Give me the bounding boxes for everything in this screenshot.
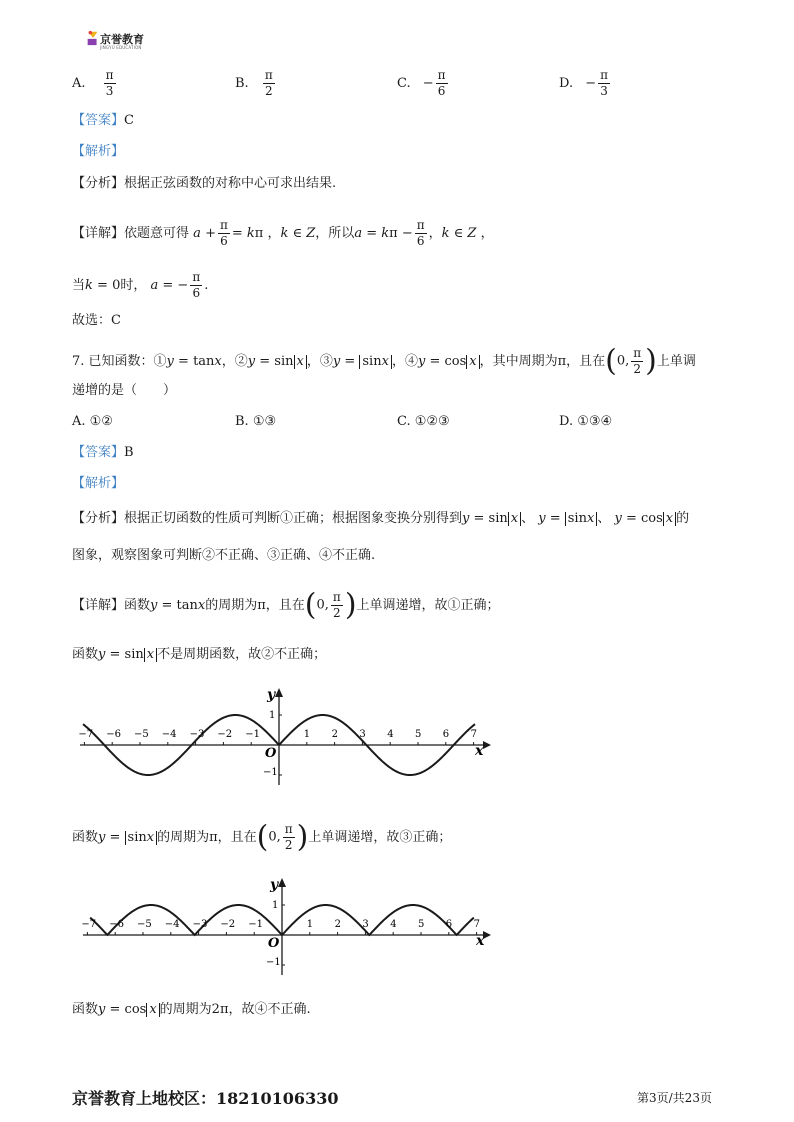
- graph2-origin: O: [268, 936, 280, 951]
- graph2-xtick-label: 7: [473, 919, 480, 930]
- graph1-xtick-label: 1: [303, 729, 311, 740]
- graph-abs-sin-x: [78, 875, 498, 980]
- graph2-xtick-label: −7: [81, 919, 97, 930]
- q7-option-b: B. ①③: [235, 414, 277, 429]
- q6-detail-line1: 【详解】依题意可得 a + $\frac{\pi}{6}$ = kπ ，k ∈ Z，所以a = kπ − $\frac{\pi}{6}$ ，k ∈ Z ，: [72, 218, 494, 248]
- graph1-xtick-label: 6: [442, 729, 450, 740]
- q6-option-d: D. − $\frac{\pi}{3}$: [559, 68, 609, 98]
- q6-analysis-tag: 【解析】: [72, 144, 125, 159]
- q7-option-a: A. ①②: [72, 414, 113, 429]
- graph1-xtick-label: 3: [359, 729, 366, 740]
- q7-detail-3: 函数y = sinx 的周期为π，且在(0, $\frac{\pi}{2}$ )上单调递增，故③正确；: [72, 819, 452, 855]
- graph1-xtick-label: 7: [470, 729, 477, 740]
- q7-stem-line1: 7. 已知函数：①y = tanx，②y = sin x ，③y = sinx ，④y = cos x ，其中周期为π，且在(0, $\frac{\pi}{2}$ )上单调: [72, 343, 696, 379]
- footer-contact: 京誉教育上地校区：18210106330: [72, 1089, 339, 1108]
- q6-conclusion: 故选：C: [72, 313, 121, 328]
- graph1-ytick-1: 1: [269, 710, 276, 721]
- graph1-x-label: x: [475, 743, 484, 759]
- q7-detail-2: 函数y = sin x 不是周期函数，故②不正确；: [72, 647, 327, 662]
- graph2-xtick-label: −2: [220, 919, 236, 930]
- q6-option-c: C. − $\frac{\pi}{6}$: [397, 68, 446, 98]
- graph1-ytick-neg1: −1: [263, 767, 278, 778]
- logo-text: 京誉教育: [100, 33, 144, 46]
- graph1-xtick-label: −4: [161, 729, 177, 740]
- graph1-xtick-label: −3: [189, 729, 205, 740]
- q7-detail-4: 函数y = cos x 的周期为2π，故④不正确.: [72, 1002, 311, 1017]
- q7-answer: 【答案】B: [72, 445, 134, 460]
- logo: [86, 30, 100, 50]
- graph1-xtick-label: −2: [217, 729, 233, 740]
- graph1-x-arrow: [483, 741, 491, 749]
- q7-option-c: C. ①②③: [397, 414, 450, 429]
- q7-analysis-tag: 【解析】: [72, 476, 125, 491]
- graph2-xtick-label: −3: [192, 919, 208, 930]
- graph2-y-label: y: [270, 877, 279, 893]
- q7-fenxi-line2: 图象，观察图象可判断②不正确、③正确、④不正确.: [72, 548, 376, 563]
- graph1-xtick-label: −7: [78, 729, 94, 740]
- graph2-xtick-label: 3: [362, 919, 369, 930]
- q7-stem-line2: 递增的是（ ）: [72, 383, 177, 398]
- q6-answer: 【答案】C: [72, 113, 134, 128]
- q7-fenxi-line1: 【分析】根据正切函数的性质可判断①正确；根据图象变换分别得到y = sin x 、 y = sinx 、 y = cos x 的: [72, 511, 690, 526]
- graph2-xtick-label: −5: [137, 919, 152, 930]
- q7-detail-1: 【详解】函数y = tanx的周期为π，且在(0, $\frac{\pi}{2}$ )上单调递增，故①正确；: [72, 587, 500, 623]
- graph1-y-label: y: [267, 687, 276, 703]
- graph1-xtick-label: 5: [415, 729, 422, 740]
- graph2-xtick-label: −1: [248, 919, 263, 930]
- graph2-xtick-label: 2: [334, 919, 341, 930]
- graph2-xtick-label: −4: [164, 919, 180, 930]
- logo-icon: [86, 30, 100, 46]
- graph2-y-arrow: [278, 878, 286, 887]
- graph2-xtick-label: 5: [418, 919, 425, 930]
- logo-subtext: JINGYU EDUCATION: [100, 45, 142, 50]
- page-number: 第3页/共23页: [637, 1091, 712, 1105]
- answer-tag: 【答案】: [72, 113, 125, 128]
- graph1-y-arrow: [275, 688, 283, 697]
- graph1-xtick-label: −5: [134, 729, 149, 740]
- q6-detail-line2: 当k = 0时， a = − $\frac{\pi}{6}$ .: [72, 270, 209, 300]
- q6-option-a: A. $\frac{\pi}{3}$: [72, 68, 114, 98]
- q7-option-d: D. ①③④: [559, 414, 613, 429]
- graph2-xtick-label: 6: [445, 919, 453, 930]
- graph1-xtick-label: 2: [331, 729, 338, 740]
- graph2-ytick-1: 1: [272, 900, 279, 911]
- graph2-xtick-label: 4: [390, 919, 397, 930]
- graph1-xtick-label: 4: [387, 729, 394, 740]
- graph1-origin: O: [265, 746, 277, 761]
- graph2-x-label: x: [476, 933, 485, 949]
- graph2-xtick-label: 1: [306, 919, 314, 930]
- graph2-ytick-neg1: −1: [266, 957, 281, 968]
- graph2-xtick-label: −6: [109, 919, 124, 930]
- graph1-xtick-label: −6: [106, 729, 121, 740]
- graph1-xtick-label: −1: [245, 729, 260, 740]
- q6-option-b: B. $\frac{\pi}{2}$: [235, 68, 273, 98]
- graph-sin-abs-x: [75, 685, 495, 790]
- q6-fenxi: 【分析】根据正弦函数的对称中心可求出结果.: [72, 176, 337, 191]
